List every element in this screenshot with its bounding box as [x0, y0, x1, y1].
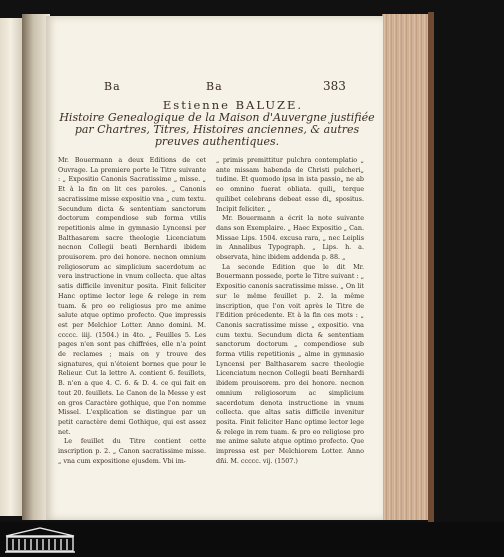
library-building-icon [4, 526, 76, 554]
paragraph: La seconde Edition que le dit Mr. Bouermann possede, porte le Titre suivant : „ Expositio canonis sacratissime misse. „ On lit sur le même feuillet p. 2. la même inscription, que l'on voit après le Titre de l'Edition précedente. Et à la fin ces mots : „ Canonis sacratissime misse „ expositio. vna cum textu. Secundum dicta & sententiam sanctorum doctorum „ compendiose sub forma vtilis repetitionis „ alme in gymnasio Lyncensi per Balthasarem sacre theologie Licenciatum necnon Collegii beati Bernhardi ibidem prouisorem. pro dei honore. necnon omnium religiosorum ac simplicium sacerdotum denota instructione in vnum collecta. que altas satis difficile invenitur posita. Finit feliciter Hanc optime lector lege & relege in rem tuam. & pro eo religiose pro me anime salute atque optimo profecto. Que impressa est per Melchiorem Lotter. Anno dñi. M. ccccc. vij. (1507.) [216, 262, 364, 465]
entry-author: Estienne BALUZE. [162, 98, 304, 112]
text-column-right [216, 156, 364, 467]
left-page-edge [0, 18, 24, 516]
cover-edge [428, 12, 434, 522]
page-block-edge [382, 14, 431, 520]
text-column-left [58, 156, 206, 467]
paragraph: Mr. Bouermann a deux Editions de cet Ouvrage. La premiere porte le Titre suivante : „ Expositio Canonis Sacratissime „ misse. „ Et à la fin on lit ces paroles. „ Canonis sacratissime misse expositio vna „ cum textu. Secundum dicta & sententiam sanctorum doctorum compendiose sub forma vtilis repetitionis alme in gymnasio Lyncensi per Balthasarem sacre theologie Licenciatum necnon Collegii beati Bernhardi ibidem prouisorem. pro dei honore. necnon omnium religiosorum ac simplicium sacerdotum ac vera instructione in vnum collecta. que altas satis difficile invenitur posita. Finit feliciter Hanc optime lector lege & relege in rem tuam. & pro eo religiosus pro me anime salute atque optimo profecto. Que impressis est per Melchior Lotter. Anno domini. M. ccccc. iiij. (1504.) in 4to. „ Feuilles 5. Les pages n'en sont pas chiffrées, elle n'a point de reclames ; mais on y trouve des signatures, qui n'étoient bornes que pour le Relieur. Cut la lettre A. contient 6. feuillets, B. n'en a que 4. C. 6. & D. 4. ce qui fait en tout 20. feuillets. Le Canon de la Messe y est en gros Caractère gothique, que l'on nomme Missel. L'explication se distingue par un petit caractère demi Gothique, qui est assez net. [58, 156, 206, 436]
running-head-left: Ba [104, 80, 121, 93]
entry-title: Histoire Genealogique de la Maison d'Auvergne justifiée par Chartres, Titres, Histoires anciennes, & autres preuves authentiques. [59, 111, 375, 148]
footer-bar [0, 522, 504, 557]
page-number: 383 [323, 79, 346, 93]
paragraph: „ primis premittitur pulchra contemplatio „ ante missam habenda de Christi pulcheri„ tudine. Et quomodo ipsa in ista passio„ ne ab eo omnino fuerat obliata. quili„ terque quilibet celebrans debeat esse di„ spositus. Incipit feliciter. „ [216, 156, 364, 213]
book-page [46, 16, 383, 520]
running-head-center: Ba [206, 80, 223, 93]
paragraph: Mr. Bouermann a écrit la note suivante dans son Exemplaire. „ Haec Expositio „ Can. Missae Lips. 1504. excusa rara, „ nec Leiplis in Annalibus Typograph. „ Lips. h. a. observata, hinc ibidem addenda p. 88. „ [216, 214, 364, 262]
paragraph: Le feuillet du Titre contient cette inscription p. 2. „ Canon sacratissime misse. „ vna cum expositione ejusdem. Vbi im- [58, 437, 206, 465]
